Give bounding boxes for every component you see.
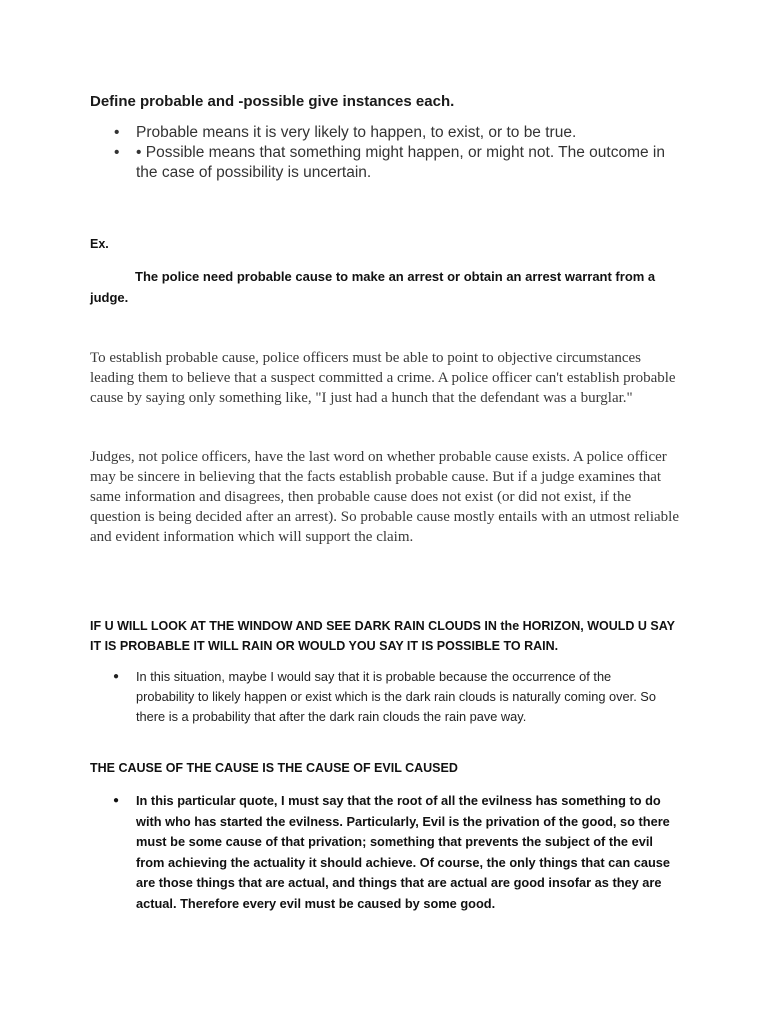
example-label: Ex. <box>90 237 109 251</box>
definition-probable: Probable means it is very likely to happen, to exist, or to be true. <box>136 124 577 141</box>
bullet-icon: ● <box>113 795 120 806</box>
list-item <box>113 667 658 727</box>
bullet-icon: • <box>114 124 120 141</box>
rain-answer-text: In this situation, maybe I would say that it is probable because the occurrence of the probability to likely happen or exist which is the dark rain clouds is naturally coming over. So there is a probability that after the dark rain clouds the rain pave way. <box>136 669 656 724</box>
example-sentence: The police need probable cause to make an arrest or obtain an arrest warrant from a judge. <box>90 269 656 305</box>
cause-answer-text: In this particular quote, I must say that the root of all the evilness has something to do with who has started the evilness. Particularly, Evil is the privation of the good, so there must be some cause of that privation; something that prevents the subject of the evil from achieving the actuality it should achieve. Of course, the only things that can cause are those things that are actual, and things that are actual are good insofar as they are actual. Therefore every evil must be caused by some good. <box>136 793 671 911</box>
list-item <box>90 143 680 183</box>
bullet-icon: • <box>114 144 120 161</box>
definition-possible: • Possible means that something might happen, or might not. The outcome in the case of possibility is uncertain. <box>136 144 665 181</box>
rain-question: IF U WILL LOOK AT THE WINDOW AND SEE DARK RAIN CLOUDS IN the HORIZON, WOULD U SAY IT IS PROBABLE IT WILL RAIN OR WOULD YOU SAY IT IS POSSIBLE TO RAIN. <box>90 619 675 653</box>
list-item <box>113 791 683 914</box>
cause-answer-list <box>113 791 683 914</box>
document-heading: Define probable and -possible give instances each. <box>90 93 455 110</box>
bullet-icon: ● <box>113 671 120 682</box>
paragraph-establish-cause: To establish probable cause, police officers must be able to point to objective circumstances leading them to believe that a suspect committed a crime. A police officer can't establish probable cause by saying only something like, "I just had a hunch that the defendant was a burglar." <box>90 350 676 406</box>
list-item <box>90 123 680 143</box>
example-sentence-block <box>90 266 675 308</box>
cause-heading: THE CAUSE OF THE CAUSE IS THE CAUSE OF EVIL CAUSED <box>90 761 458 775</box>
paragraph-judges: Judges, not police officers, have the last word on whether probable cause exists. A police officer may be sincere in believing that the facts establish probable cause. But if a judge examines that same information and disagrees, then probable cause does not exist (or did not exist, if the question is being decided after an arrest). So probable cause mostly entails with an utmost reliable and evident information which will support the claim. <box>90 449 679 545</box>
definitions-list <box>90 123 680 183</box>
rain-answer-list <box>113 667 658 727</box>
